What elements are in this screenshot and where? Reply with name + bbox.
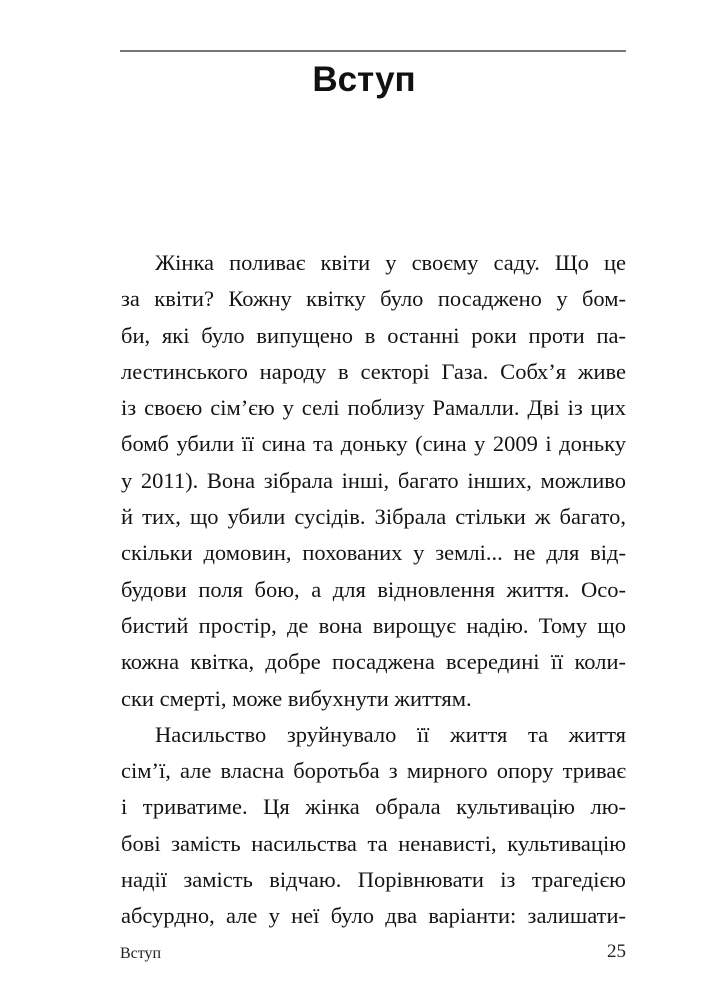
body-text: [121, 245, 626, 935]
paragraph-1: [121, 245, 626, 717]
text-line: надії замість відчаю. Порівнювати із трагедією: [121, 867, 626, 893]
running-head: Вступ: [120, 945, 162, 962]
text-line: Жінка поливає квіти у своєму саду. Що це: [155, 250, 626, 275]
text-line: абсурдно, але у неї було два варіанти: залишати-: [121, 903, 626, 929]
text-line: із своєю сім’єю у селі поблизу Рамалли. Дві із цих: [121, 395, 626, 421]
text-line: Насильство зруйнувало її життя та життя: [155, 721, 626, 747]
text-line: скільки домовин, похованих у землі... не для від-: [121, 540, 626, 566]
text-line: кожна квітка, добре посаджена всередині її коли-: [121, 649, 626, 675]
text-line: лестинського народу в секторі Газа. Собх’я живе: [121, 358, 626, 384]
paragraph-2: [121, 717, 626, 935]
page-number: 25: [607, 941, 626, 962]
text-line: бомб убили її сина та доньку (сина у 2009 і доньку: [121, 431, 626, 457]
chapter-title: Вступ: [312, 60, 416, 99]
text-line: бові замість насильства та ненависті, культивацію: [121, 830, 626, 856]
text-line: би, які було випущено в останні роки проти па-: [121, 322, 626, 348]
text-line: будови поля бою, а для відновлення життя. Осо-: [121, 576, 626, 602]
text-line: за квіти? Кожну квітку було посаджено у бом-: [121, 286, 626, 312]
text-line: й тих, що убили сусідів. Зібрала стільки ж багато,: [121, 504, 626, 530]
text-line: і триватиме. Ця жінка обрала культивацію лю-: [121, 794, 626, 820]
text-line: ски смерті, може вибухнути життям.: [121, 685, 472, 711]
text-line: бистий простір, де вона вирощує надію. Тому що: [121, 612, 626, 638]
text-line: у 2011). Вона зібрала інші, багато інших, можливо: [121, 467, 626, 493]
top-rule: [120, 50, 626, 52]
text-line: сім’ї, але власна боротьба з мирного опору триває: [121, 758, 626, 784]
